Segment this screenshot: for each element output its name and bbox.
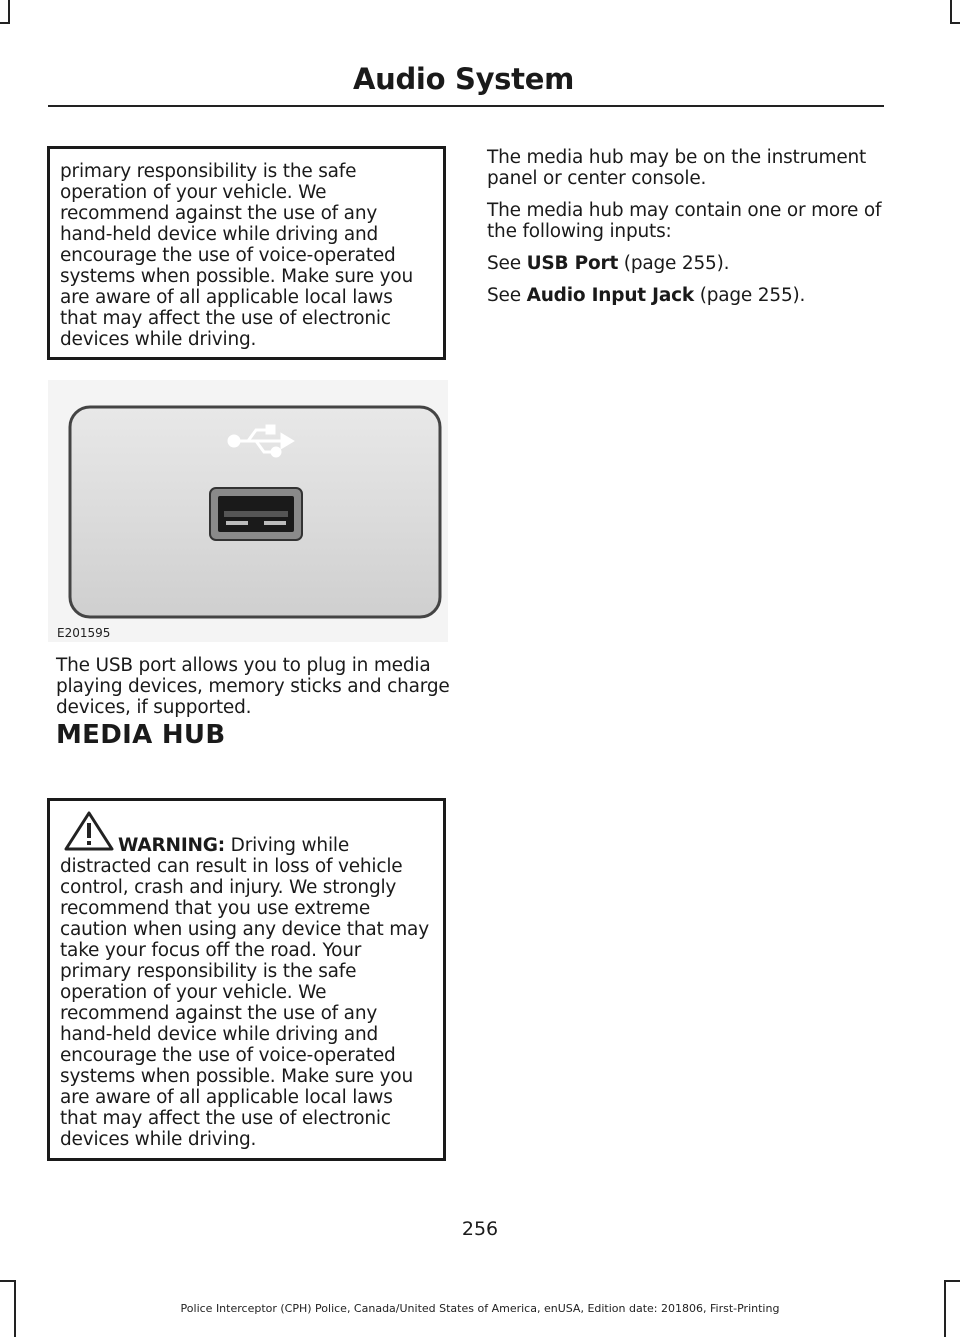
page-number: 256 — [461, 1218, 499, 1240]
cross-reference — [487, 253, 887, 274]
crop-mark — [8, 0, 10, 22]
paragraph: The media hub may contain one or more of the following inputs: — [487, 200, 882, 242]
warning-label: WARNING: — [118, 835, 225, 856]
cross-reference — [487, 285, 887, 306]
audio-input-jack-link[interactable]: Audio Input Jack — [526, 285, 695, 306]
usb-description: The USB port allows you to plug in media playing devices, memory sticks and charge devices, if supported. — [56, 655, 450, 718]
crop-mark — [950, 22, 960, 24]
crop-mark — [0, 1280, 14, 1282]
usb-port-link[interactable]: USB Port — [526, 253, 619, 274]
ref-prefix: See — [487, 285, 527, 306]
crop-mark — [0, 22, 10, 24]
usb-socket — [210, 488, 302, 540]
paragraph: The media hub may be on the instrument panel or center console. — [487, 147, 867, 189]
section-heading: MEDIA HUB — [56, 720, 226, 750]
header-divider — [48, 105, 884, 107]
figure-caption: E201595 — [57, 626, 111, 640]
usb-port-illustration — [48, 380, 448, 642]
ref-suffix: (page 255). — [694, 285, 806, 306]
ref-prefix: See — [487, 253, 527, 274]
crop-mark — [950, 0, 952, 22]
warning-text: Driving while distracted can result in loss of vehicle control, crash and injury. We strongly recommend that you use extreme caution when using any device that may take your focus off the road. Your primary responsibility is the safe operation of your vehicle. We recommend against the use of any hand-held device while driving and encourage the use of voice-operated systems when possible. Make sure you are aware of all applicable local laws that may affect the use of electronic devices while driving. — [60, 835, 429, 1150]
warning-text: primary responsibility is the safe operation of your vehicle. We recommend against the use of any hand-held device while driving and encourage the use of voice-operated systems when possible. Make sure you are aware of all applicable local laws that may affect the use of electronic devices while driving. — [60, 161, 413, 350]
usb-port-figure — [48, 380, 448, 642]
right-column — [487, 147, 887, 317]
page-title: Audio System — [352, 62, 574, 96]
warning-paragraph — [60, 835, 433, 1150]
ref-suffix: (page 255). — [618, 253, 730, 274]
warning-triangle-icon — [64, 811, 114, 851]
footer-text: Police Interceptor (CPH) Police, Canada/United States of America, enUSA, Edition date: 201806, First-Printing — [180, 1302, 780, 1315]
warning-box — [47, 798, 446, 1161]
warning-box-continued — [47, 146, 446, 360]
crop-mark — [946, 1280, 960, 1282]
